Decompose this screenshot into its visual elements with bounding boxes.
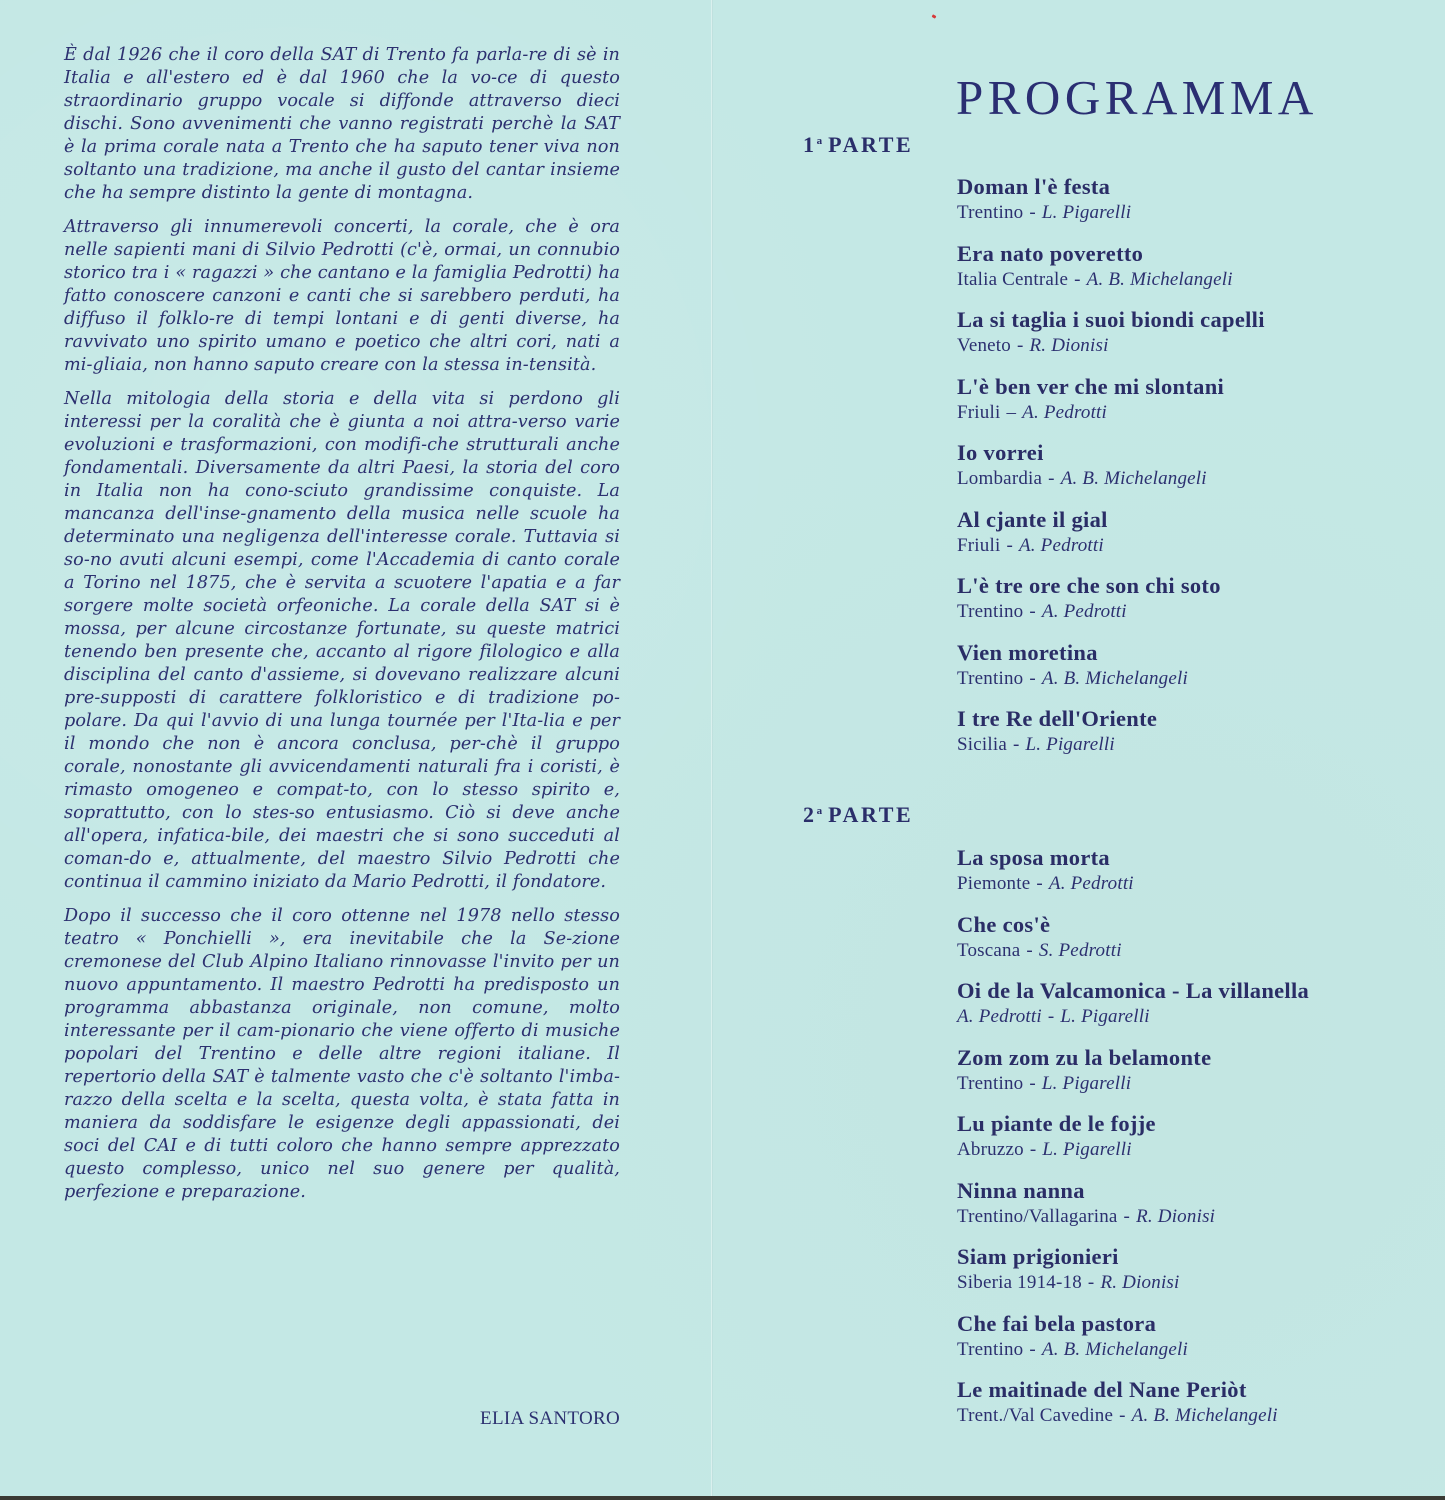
song-arranger: S. Pedrotti <box>1038 939 1122 961</box>
song-title: Zom zom zu la belamonte <box>957 1044 1212 1070</box>
song-region: Trent./Val Cavedine <box>957 1405 1114 1426</box>
song-arranger: R. Dionisi <box>1029 335 1109 356</box>
song-item <box>957 305 1397 372</box>
song-item <box>957 372 1397 439</box>
song-arranger: L. Pigarelli <box>1025 734 1115 755</box>
credit-separator: - <box>1123 1205 1131 1227</box>
essay-signature: ELIA SANTORO <box>480 1408 620 1429</box>
song-arranger: R. Dionisi <box>1100 1272 1180 1293</box>
song-title: Lu piante de le fojje <box>957 1111 1156 1136</box>
song-credit <box>957 1005 1397 1029</box>
song-arranger: A. B. Michelangeli <box>1131 1405 1278 1426</box>
song-item <box>957 843 1397 910</box>
song-item <box>957 910 1397 977</box>
song-region: Toscana <box>957 939 1021 961</box>
song-credit <box>957 534 1397 558</box>
song-item <box>957 239 1397 306</box>
song-arranger: R. Dionisi <box>1136 1205 1216 1227</box>
song-region: Trentino <box>957 667 1024 689</box>
song-title: Oi de la Valcamonica - La villanella <box>957 978 1310 1003</box>
song-title: Che cos'è <box>957 911 1051 937</box>
song-arranger: L. Pigarelli <box>1041 1072 1132 1094</box>
part-1-song-list <box>957 172 1397 771</box>
song-region: Trentino/Vallagarina <box>957 1205 1118 1227</box>
song-region: Trentino <box>957 202 1024 223</box>
song-item <box>957 571 1397 638</box>
song-region: Abruzzo <box>957 1139 1024 1160</box>
credit-separator: - <box>1029 667 1036 689</box>
song-credit <box>957 1205 1397 1229</box>
essay-column <box>64 44 620 1215</box>
song-arranger: A. Pedrotti <box>1018 534 1104 556</box>
credit-separator: - <box>1029 601 1036 622</box>
ordinal-suffix: a <box>816 805 823 817</box>
song-credit <box>957 334 1397 358</box>
song-item <box>957 1375 1397 1442</box>
song-credit <box>957 1072 1397 1096</box>
part-2-heading <box>803 802 913 828</box>
song-title: Doman l'è festa <box>957 174 1111 199</box>
credit-separator: - <box>1119 1405 1126 1426</box>
song-item <box>957 976 1397 1043</box>
part-2-song-list <box>957 843 1397 1442</box>
song-arranger: L. Pigarelli <box>1060 1006 1150 1027</box>
song-item <box>957 1176 1397 1243</box>
song-item <box>957 638 1397 705</box>
song-credit <box>957 1271 1397 1295</box>
song-item <box>957 1043 1397 1110</box>
song-item <box>957 172 1397 239</box>
song-title: Ninna nanna <box>957 1177 1085 1203</box>
song-region: Lombardia <box>957 468 1043 489</box>
song-region: Friuli <box>957 534 1001 556</box>
song-credit <box>957 268 1397 292</box>
song-arranger: A. B. Michelangeli <box>1041 1338 1188 1360</box>
song-item <box>957 1109 1397 1176</box>
song-title: La sposa morta <box>957 845 1110 870</box>
part-number: 1 <box>803 132 817 157</box>
song-region: Trentino <box>957 601 1024 622</box>
bottom-scan-edge <box>0 1496 1445 1500</box>
song-credit <box>957 667 1397 691</box>
song-title: Io vorrei <box>957 440 1044 465</box>
part-label: PARTE <box>828 802 914 827</box>
song-region: Piemonte <box>957 873 1031 894</box>
credit-separator: - <box>1047 1006 1055 1027</box>
song-title: Vien moretina <box>957 639 1098 665</box>
essay-paragraph-3: Nella mitologia della storia e della vita si perdono gli interessi per la coralità che è giunta a noi attra-verso varie evoluzioni e trasformazioni, con modifi-che strutturali anche fondamentali. Diversamente da altri Paesi, la storia del coro in Italia non ha cono-sciuto grandissime conquiste. La mancanza dell'inse-gnamento della musica nelle scuole ha determinato una negligenza dell'interesse corale. Tuttavia si so-no avuti alcuni esempi, come l'Accademia di canto corale a Torino nel 1875, che è servita a scuotere l'apatia e a far sorgere molte società orfeoniche. La corale della SAT si è mossa, per alcune circostanze fortunate, su queste matrici tenendo ben presente che, accanto al rigore filologico e alla disciplina del canto d'assieme, si dovevano realizzare alcuni pre-supposti di carattere folkloristico e di tradizione po-polare. Da qui l'avvio di una lunga tournée per l'Ita-lia e per il mondo che non è ancora conclusa, per-chè il gruppo corale, nonostante gli avvicendamenti naturali fra i coristi, è rimasto omogeneo e compat-to, con lo stesso spirito e, soprattutto, con lo stes-so entusiasmo. Ciò si deve anche all'opera, infatica-bile, dei maestri che si sono succeduti al coman-do e, attualmente, del maestro Silvio Pedrotti che continua il cammino iniziato da Mario Pedrotti, il fondatore. <box>64 389 620 892</box>
ordinal-suffix: a <box>816 135 823 147</box>
song-credit <box>957 600 1397 624</box>
song-credit <box>957 1404 1397 1428</box>
song-arranger: A. B. Michelangeli <box>1041 667 1188 689</box>
program-title: PROGRAMMA <box>956 69 1318 125</box>
part-label: PARTE <box>828 132 914 157</box>
song-title: L'è ben ver che mi slontani <box>957 373 1225 399</box>
credit-separator: – <box>1006 401 1017 423</box>
song-credit <box>957 939 1397 963</box>
song-item <box>957 1309 1397 1376</box>
center-fold-line <box>711 0 713 1496</box>
credit-separator: - <box>1029 1072 1036 1094</box>
song-credit <box>957 201 1397 225</box>
song-region: A. Pedrotti <box>957 1006 1042 1027</box>
song-title: La si taglia i suoi biondi capelli <box>957 307 1265 332</box>
song-region: Siberia 1914-18 <box>957 1272 1082 1293</box>
song-title: L'è tre ore che son chi soto <box>957 573 1221 598</box>
song-region: Italia Centrale <box>957 268 1069 290</box>
song-arranger: A. Pedrotti <box>1022 401 1108 423</box>
song-item <box>957 1242 1397 1309</box>
song-arranger: L. Pigarelli <box>1042 1139 1132 1160</box>
song-credit <box>957 872 1397 896</box>
song-region: Friuli <box>957 401 1001 423</box>
song-title: Che fai bela pastora <box>957 1310 1157 1336</box>
song-arranger: A. Pedrotti <box>1048 873 1134 894</box>
song-arranger: A. B. Michelangeli <box>1060 468 1207 489</box>
essay-paragraph-4: Dopo il successo che il coro ottenne nel 1978 nello stesso teatro « Ponchielli », era inevitabile che la Se-zione cremonese del Club Alpino Italiano rinnovasse l'invito per un nuovo appuntamento. Il maestro Pedrotti ha predisposto un programma abbastanza originale, non comune, molto interessante per il cam-pionario che viene offerto di musiche popolari del Trentino e delle altre regioni italiane. Il repertorio della SAT è talmente vasto che c'è soltanto l'imba-razzo della scelta e la scelta, questa volta, è stata fatta in maniera da soddisfare le esigenze degli appassionati, dei soci del CAI e di tutti coloro che hanno sempre apprezzato questo complesso, unico nel suo genere per qualità, perfezione e preparazione. <box>64 906 620 1202</box>
song-title: Siam prigionieri <box>957 1244 1119 1269</box>
credit-separator: - <box>1012 734 1020 755</box>
credit-separator: - <box>1029 1139 1037 1160</box>
song-credit <box>957 1338 1397 1362</box>
song-title: I tre Re dell'Oriente <box>957 706 1158 731</box>
essay-paragraph-2: Attraverso gli innumerevoli concerti, la corale, che è ora nelle sapienti mani di Silvio Pedrotti (c'è, ormai, un connubio storico tra i « ragazzi » che cantano e la famiglia Pedrotti) ha fatto conoscere canzoni e canti che si sarebbero perduti, ha diffuso il folklo-re di tempi lontani e di genti diverse, ha ravvivato uno spirito umano e poetico che altri cori, nati a mi-gliaia, non hanno saputo creare con la stessa in-tensità. <box>64 217 620 375</box>
song-credit <box>957 401 1397 425</box>
credit-separator: - <box>1029 202 1036 223</box>
credit-separator: - <box>1048 468 1055 489</box>
credit-separator: - <box>1087 1272 1095 1293</box>
song-arranger: A. Pedrotti <box>1041 601 1127 622</box>
credit-separator: - <box>1026 939 1033 961</box>
part-number: 2 <box>803 802 817 827</box>
song-region: Veneto <box>957 335 1011 356</box>
song-credit <box>957 1138 1397 1162</box>
song-item <box>957 438 1397 505</box>
essay-paragraph-1: È dal 1926 che il coro della SAT di Trento fa parla-re di sè in Italia e all'estero ed è dal 1960 che la vo-ce di questo straordinario gruppo vocale si diffonde attraverso dieci dischi. Sono avvenimenti che vanno registrati perchè la SAT è la prima corale nata a Trento che ha saputo tener viva non soltanto una tradizione, ma anche il gusto del cantar insieme che ha sempre distinto la gente di montagna. <box>64 45 620 203</box>
song-region: Trentino <box>957 1072 1024 1094</box>
song-title: Al cjante il gial <box>957 506 1108 532</box>
credit-separator: - <box>1016 335 1024 356</box>
song-region: Trentino <box>957 1338 1024 1360</box>
song-title: Le maitinade del Nane Periòt <box>957 1377 1247 1402</box>
song-arranger: L. Pigarelli <box>1041 202 1132 223</box>
song-region: Sicilia <box>957 734 1007 755</box>
part-1-heading <box>803 132 913 158</box>
credit-separator: - <box>1006 534 1013 556</box>
song-item <box>957 704 1397 771</box>
song-title: Era nato poveretto <box>957 240 1144 266</box>
credit-separator: - <box>1036 873 1043 894</box>
song-credit <box>957 467 1397 491</box>
credit-separator: - <box>1074 268 1081 290</box>
song-credit <box>957 733 1397 757</box>
song-item <box>957 505 1397 572</box>
song-arranger: A. B. Michelangeli <box>1086 268 1233 290</box>
credit-separator: - <box>1029 1338 1036 1360</box>
